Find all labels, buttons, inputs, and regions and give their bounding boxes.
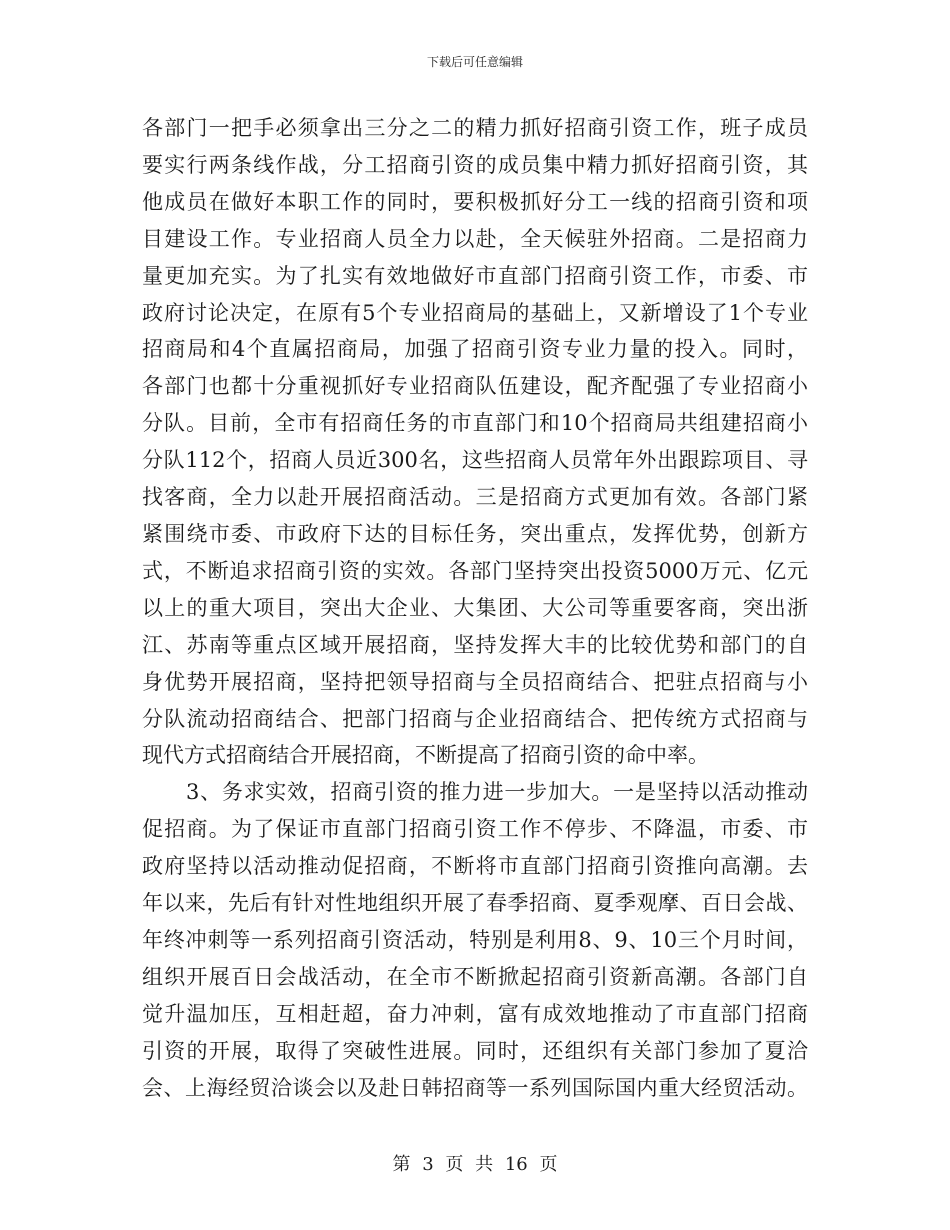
body-line: 招商局和4个直属招商局，加强了招商引资专业力量的投入。同时， — [142, 337, 808, 362]
body-line: 分队流动招商结合、把部门招商与企业招商结合、把传统方式招商与 — [142, 706, 808, 731]
body-line: 他成员在做好本职工作的同时，要积极抓好分工一线的招商引资和项 — [142, 189, 808, 214]
paragraph — [142, 110, 808, 774]
body-line: 要实行两条线作战，分工招商引资的成员集中精力抓好招商引资，其 — [142, 152, 808, 177]
body-line: 身优势开展招商，坚持把领导招商与全员招商结合、把驻点招商与小 — [142, 669, 808, 694]
body-line: 年以来，先后有针对性地组织开展了春季招商、夏季观摩、百日会战、 — [142, 891, 808, 916]
body-line: 政府坚持以活动推动促招商，不断将市直部门招商引资推向高潮。去 — [142, 854, 808, 879]
body-line: 促招商。为了保证市直部门招商引资工作不停步、不降温，市委、市 — [142, 817, 808, 842]
body-line: 引资的开展，取得了突破性进展。同时，还组织有关部门参加了夏洽 — [142, 1038, 808, 1063]
body-line: 觉升温加压，互相赶超，奋力冲刺，富有成效地推动了市直部门招商 — [142, 1001, 808, 1026]
page-header: 下载后可任意编辑 — [426, 55, 523, 69]
body-line: 量更加充实。为了扎实有效地做好市直部门招商引资工作，市委、市 — [142, 263, 808, 288]
body-line: 年终冲刺等一系列招商引资活动，特别是利用8、9、10三个月时间， — [142, 927, 808, 952]
body-line: 组织开展百日会战活动，在全市不断掀起招商引资新高潮。各部门自 — [142, 964, 808, 989]
body-line: 会、上海经贸洽谈会以及赴日韩招商等一系列国际国内重大经贸活动。 — [142, 1075, 808, 1100]
body-line: 各部门一把手必须拿出三分之二的精力抓好招商引资工作，班子成员 — [142, 116, 808, 140]
body-line: 分队112个，招商人员近300名，这些招商人员常年外出跟踪项目、寻 — [142, 448, 808, 473]
body-line: 目建设工作。专业招商人员全力以赴，全天候驻外招商。二是招商力 — [142, 226, 808, 251]
body-line: 以上的重大项目，突出大企业、大集团、大公司等重要客商，突出浙 — [142, 595, 808, 620]
body-line: 找客商，全力以赴开展招商活动。三是招商方式更加有效。各部门紧 — [142, 485, 808, 510]
paragraph — [142, 774, 808, 1106]
body-line: 江、苏南等重点区域开展招商，坚持发挥大丰的比较优势和部门的自 — [142, 632, 808, 657]
body-line: 3、务求实效，招商引资的推力进一步加大。一是坚持以活动推动 — [186, 780, 808, 805]
body-line: 各部门也都十分重视抓好专业招商队伍建设，配齐配强了专业招商小 — [142, 374, 808, 399]
body-line: 现代方式招商结合开展招商，不断提高了招商引资的命中率。 — [142, 743, 709, 768]
body-line: 分队。目前，全市有招商任务的市直部门和10个招商局共组建招商小 — [142, 411, 808, 436]
body-line: 政府讨论决定，在原有5个专业招商局的基础上，又新增设了1个专业 — [142, 300, 808, 325]
body-line: 紧围绕市委、市政府下达的目标任务，突出重点，发挥优势，创新方 — [142, 521, 808, 546]
body-line: 式，不断追求招商引资的实效。各部门坚持突出投资5000万元、亿元 — [142, 558, 808, 583]
document-body — [142, 110, 808, 1106]
page-footer: 第 3 页 共 16 页 — [392, 1154, 558, 1175]
